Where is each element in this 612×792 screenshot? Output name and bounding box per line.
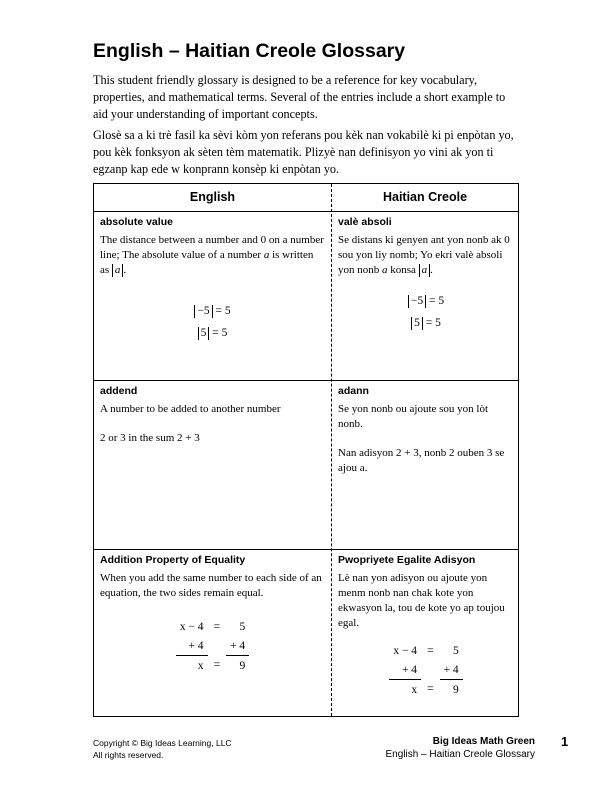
glossary-entry-english: [94, 381, 331, 549]
term-heading: addend: [100, 385, 138, 397]
definition: Se yon nonb ou ajoute sou yon lòt nonb.: [338, 403, 489, 430]
glossary-table: [93, 183, 519, 717]
term-heading: Pwopriyete Egalite Adisyon: [338, 554, 476, 566]
example: −5 = 5 5 = 5: [338, 290, 514, 334]
term-heading: valè absoli: [338, 216, 392, 228]
definition: A number to be added to another number: [100, 403, 281, 415]
glossary-entry-creole: [332, 212, 520, 380]
glossary-entry-creole: [332, 550, 520, 716]
page-number: 1: [561, 734, 569, 749]
example-equation: x − 4 = 5 + 4 + 4 x = 9: [389, 641, 462, 699]
glossary-entry-english: [94, 550, 331, 716]
term-heading: adann: [338, 385, 369, 397]
definition: When you add the same number to each side of an equation, the two sides remain equal.: [100, 572, 322, 599]
absolute-value-notation: a: [419, 264, 431, 277]
example: Nan adisyon 2 + 3, nonb 2 ouben 3 se ajou a.: [338, 447, 505, 474]
footer-copyright: Copyright © Big Ideas Learning, LLC All rights reserved.: [93, 738, 232, 760]
footer-book-info: Big Ideas Math Green English – Haitian Creole Glossary: [385, 736, 535, 760]
term-heading: Addition Property of Equality: [100, 554, 246, 566]
column-header-creole: Haitian Creole: [382, 190, 468, 204]
intro-english: This student friendly glossary is designed to be a reference for key vocabulary, properties, and mathematical terms. Several of the entries include a short example to aid your understanding of important concepts.: [93, 73, 506, 121]
absolute-value-notation: a: [112, 264, 124, 277]
definition: Se distans ki genyen ant yon nonb ak 0 sou yon liy nomb; Yo ekri valè absoli yon nonb a konsa a .: [338, 234, 510, 276]
glossary-entry-english: [94, 212, 331, 380]
example: −5 = 5 5 = 5: [100, 300, 325, 344]
definition: Lè nan yon adisyon ou ajoute yon menm nonb nan chak kote yon ekwasyon la, tou de kote yo ap toujou egal.: [338, 572, 505, 629]
page-title: English – Haitian Creole Glossary: [93, 40, 406, 62]
glossary-entry-creole: [332, 381, 520, 549]
example: 2 or 3 in the sum 2 + 3: [100, 432, 200, 444]
definition: The distance between a number and 0 on a number line; The absolute value of a number a is written as a .: [100, 234, 324, 276]
intro-creole: Glosè sa a ki trè fasil ka sèvi kòm yon referans pou kèk nan vokabilè ki pi enpòtan yo, pou kèk fonksyon ak sèten tèm matematik. Plizyè nan definisyon yo vini ak yon ti egzanp kap ede w konprann konsèp ki enpòtan yo.: [93, 128, 514, 176]
example-equation: x − 4 = 5 + 4 + 4 x = 9: [176, 617, 249, 675]
term-heading: absolute value: [100, 216, 173, 228]
column-header-english: English: [189, 190, 236, 204]
